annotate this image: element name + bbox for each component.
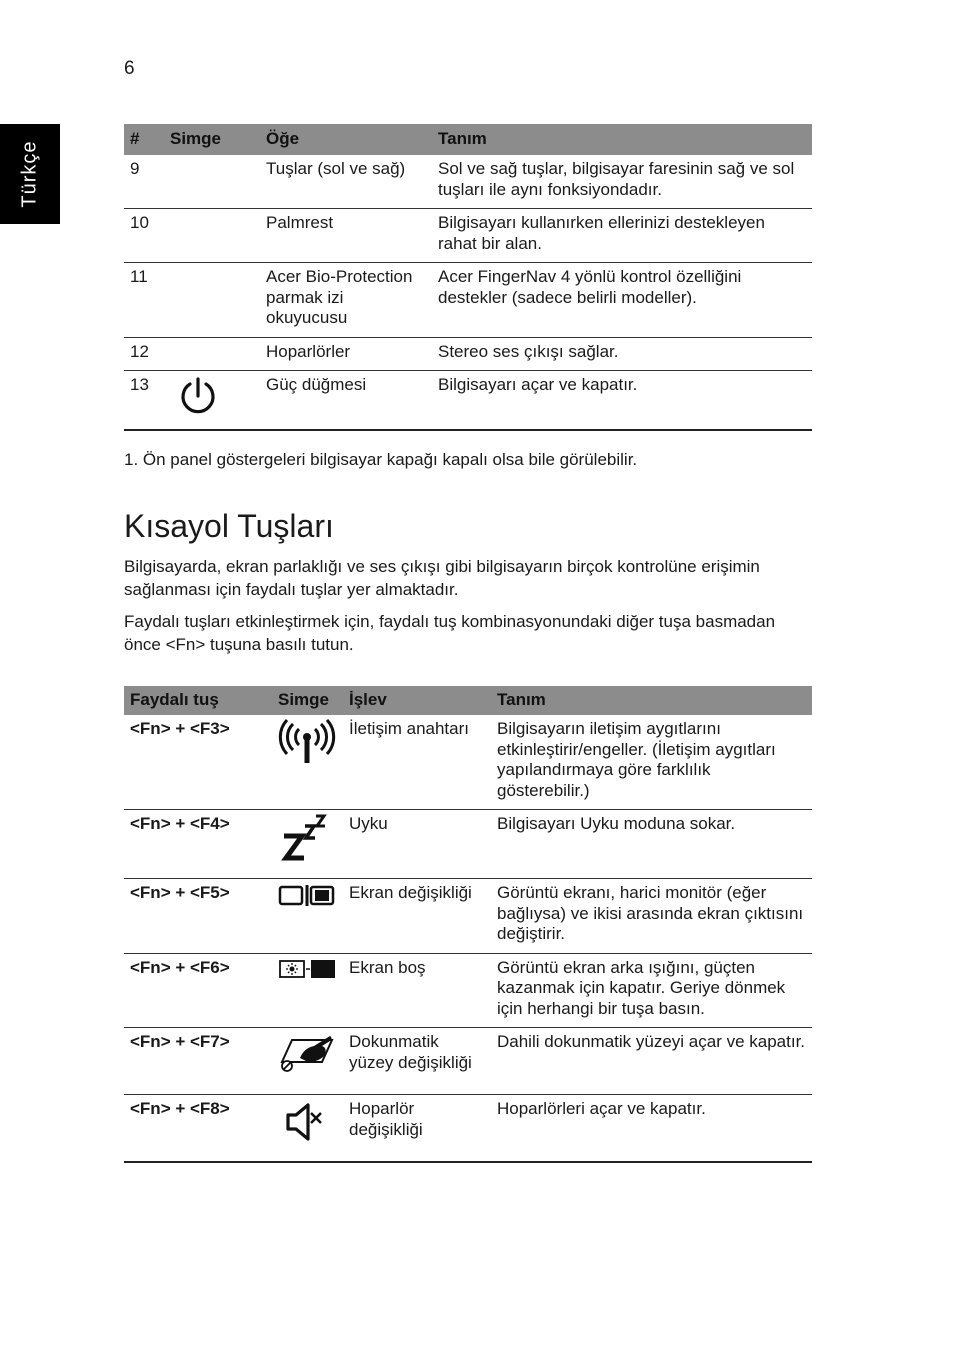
table-row	[124, 1095, 812, 1162]
row-description: Bilgisayarı açar ve kapatır.	[432, 371, 812, 431]
row-function: İletişim anahtarı	[343, 715, 491, 810]
row-icon	[164, 209, 260, 263]
sleep-icon	[278, 814, 330, 864]
section-heading: Kısayol Tuşları	[124, 508, 334, 544]
header-description: Tanım	[491, 686, 812, 715]
components-table	[124, 124, 812, 431]
row-icon	[164, 263, 260, 338]
row-number: 11	[124, 263, 164, 338]
table-row	[124, 337, 812, 371]
row-hotkey: <Fn> + <F3>	[124, 715, 272, 810]
row-icon	[272, 879, 343, 954]
hotkeys-table	[124, 686, 812, 1163]
row-item: Hoparlörler	[260, 337, 432, 371]
table-row	[124, 715, 812, 810]
language-tab-label: Türkçe	[18, 140, 41, 208]
touchpad-toggle-icon	[278, 1032, 336, 1074]
row-hotkey: <Fn> + <F6>	[124, 953, 272, 1028]
row-description: Stereo ses çıkışı sağlar.	[432, 337, 812, 371]
row-icon	[272, 810, 343, 879]
header-item: Öğe	[260, 124, 432, 155]
row-item: Palmrest	[260, 209, 432, 263]
row-function: Hoparlör değişikliği	[343, 1095, 491, 1162]
header-icon: Simge	[272, 686, 343, 715]
row-hotkey: <Fn> + <F5>	[124, 879, 272, 954]
row-function: Dokunmatik yüzey değişikliği	[343, 1028, 491, 1095]
speaker-toggle-icon	[278, 1099, 330, 1145]
instruction-paragraph: Faydalı tuşları etkinleştirmek için, faydalı tuş kombinasyonundaki diğer tuşa basmadan önce <Fn> tuşuna basılı tutun.	[124, 612, 776, 654]
row-item: Acer Bio-Protection parmak izi okuyucusu	[260, 263, 432, 338]
row-description: Görüntü ekranı, harici monitör (eğer bağlıysa) ve ikisi arasında ekran çıktısını değiştirir.	[491, 879, 812, 954]
row-icon	[272, 1095, 343, 1162]
row-description: Bilgisayarı kullanırken ellerinizi destekleyen rahat bir alan.	[432, 209, 812, 263]
screen-blank-icon	[278, 958, 336, 980]
row-function: Ekran değişikliği	[343, 879, 491, 954]
row-icon	[164, 371, 260, 431]
row-description: Görüntü ekran arka ışığını, güçten kazanmak için kapatır. Geriye dönmek için herhangi bir tuşa basın.	[491, 953, 812, 1028]
language-tab	[0, 124, 60, 224]
row-number: 12	[124, 337, 164, 371]
row-function: Ekran boş	[343, 953, 491, 1028]
row-description: Bilgisayarın iletişim aygıtlarını etkinleştirir/engeller. (İletişim aygıtları yapılandırmaya göre farklılık gösterebilir.)	[491, 715, 812, 810]
table-header-row	[124, 686, 812, 715]
power-icon	[170, 375, 222, 421]
table-row	[124, 810, 812, 879]
row-icon	[272, 715, 343, 810]
row-item: Güç düğmesi	[260, 371, 432, 431]
intro-paragraph: Bilgisayarda, ekran parlaklığı ve ses çıkışı gibi bilgisayarın birçok kontrolüne erişimin sağlanması için faydalı tuşlar yer almaktadır.	[124, 557, 760, 599]
row-icon	[272, 953, 343, 1028]
table-row	[124, 155, 812, 209]
row-hotkey: <Fn> + <F4>	[124, 810, 272, 879]
table-header-row	[124, 124, 812, 155]
footnote: 1. Ön panel göstergeleri bilgisayar kapağı kapalı olsa bile görülebilir.	[124, 450, 638, 469]
row-number: 9	[124, 155, 164, 209]
page-number: 6	[124, 58, 135, 79]
header-function: İşlev	[343, 686, 491, 715]
table-row	[124, 209, 812, 263]
header-description: Tanım	[432, 124, 812, 155]
row-description: Hoparlörleri açar ve kapatır.	[491, 1095, 812, 1162]
table-row	[124, 879, 812, 954]
row-icon	[164, 155, 260, 209]
header-icon: Simge	[164, 124, 260, 155]
row-number: 10	[124, 209, 164, 263]
wireless-icon	[278, 719, 336, 769]
row-description: Dahili dokunmatik yüzeyi açar ve kapatır.	[491, 1028, 812, 1095]
row-description: Acer FingerNav 4 yönlü kontrol özelliğini destekler (sadece belirli modeller).	[432, 263, 812, 338]
row-function: Uyku	[343, 810, 491, 879]
table-row	[124, 263, 812, 338]
row-icon	[164, 337, 260, 371]
row-number: 13	[124, 371, 164, 431]
table-row	[124, 371, 812, 431]
row-hotkey: <Fn> + <F7>	[124, 1028, 272, 1095]
table-row	[124, 1028, 812, 1095]
table-row	[124, 953, 812, 1028]
header-number: #	[124, 124, 164, 155]
row-description: Sol ve sağ tuşlar, bilgisayar faresinin sağ ve sol tuşları ile aynı fonksiyondadır.	[432, 155, 812, 209]
display-toggle-icon	[278, 883, 336, 907]
header-hotkey: Faydalı tuş	[124, 686, 272, 715]
row-description: Bilgisayarı Uyku moduna sokar.	[491, 810, 812, 879]
row-hotkey: <Fn> + <F8>	[124, 1095, 272, 1162]
row-icon	[272, 1028, 343, 1095]
row-item: Tuşlar (sol ve sağ)	[260, 155, 432, 209]
